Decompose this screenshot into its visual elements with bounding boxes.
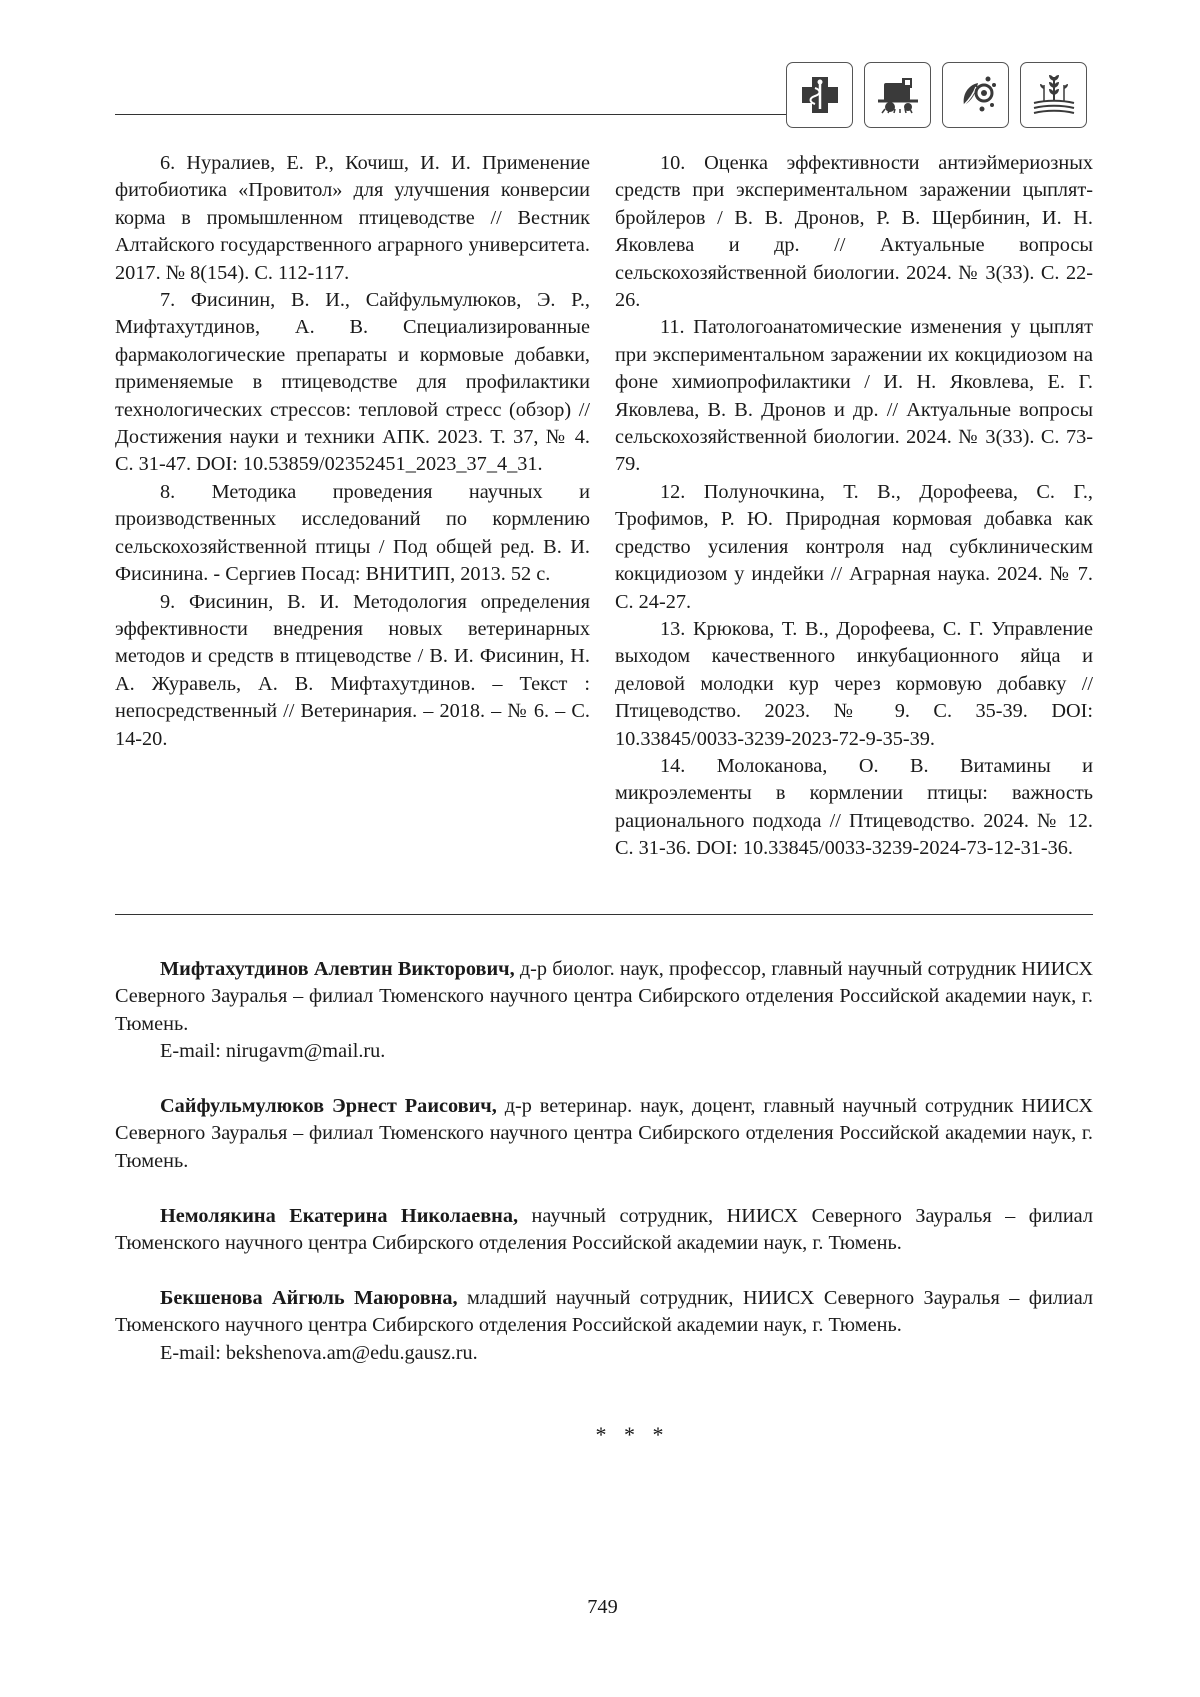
reference-item: 6. Нуралиев, Е. Р., Кочиш, И. И. Применение фитобиотика «Провитол» для улучшения конверсии корма в промышленном птицеводстве // Вестник Алтайского государственного аграрного университета. 2017. № 8(154). С. 112-117. [115, 152, 590, 284]
section-divider [115, 914, 1093, 915]
author-entry [115, 1285, 1093, 1367]
page-number: 749 [587, 1596, 618, 1618]
wheat-field-icon [1020, 62, 1087, 128]
author-details: младший научный сотрудник, НИИСХ Северного Зауралья – филиал Тюменского научного центра Сибирского отделения Российской академии наук, г. Тюмень. [115, 1286, 1093, 1337]
author-info-section [115, 956, 1093, 1394]
author-details: д-р биолог. наук, профессор, главный научный сотрудник НИИСХ Северного Зауралья – филиал Тюменского научного центра Сибирского отделения Российской академии наук, г. Тюмень. [115, 958, 1093, 1035]
author-entry [115, 1203, 1093, 1258]
reference-item: 7. Фисинин, В. И., Сайфульмулюков, Э. Р., Мифтахутдинов, А. В. Специализированные фармакологические препараты и кормовые добавки, применяемые в птицеводстве для профилактики технологических стрессов: тепловой стресс (обзор) // Достижения науки и техники АПК. 2023. Т. 37, № 4. С. 31-47. DOI: 10.53859/02352451_2023_37_4_31. [115, 289, 590, 476]
references-left-column [115, 150, 590, 753]
plant-cells-icon [942, 62, 1009, 128]
references-right-column [615, 150, 1093, 863]
header-icons [786, 62, 1092, 130]
author-details: научный сотрудник, НИИСХ Северного Зауралья – филиал Тюменского научного центра Сибирского отделения Российской академии наук, г. Тюмень. [115, 1204, 1093, 1255]
reference-item: 9. Фисинин, В. И. Методология определения эффективности внедрения новых ветеринарных методов и средств в птицеводстве / В. И. Фисинин, Н. А. Журавель, А. В. Мифтахутдинов. – Текст : непосредственный // Ветеринария. – 2018. – № 6. – С. 14-20. [115, 590, 590, 750]
reference-item: 14. Молоканова, О. В. Витамины и микроэлементы в кормлении птицы: важность рационального подхода // Птицеводство. 2024. № 12. С. 31-36. DOI: 10.33845/0033-3239-2024-73-12-31-36. [615, 754, 1093, 860]
reference-item: 13. Крюкова, Т. В., Дорофеева, С. Г. Управление выходом качественного инкубационного яйца и деловой молодки кур через кормовую добавку // Птицеводство. 2023. № 9. С. 35-39. DOI: 10.33845/0033-3239-2023-72-9-35-39. [615, 617, 1093, 750]
author-name: Мифтахутдинов Алевтин Викторович, [160, 958, 515, 980]
section-separator: * * * [595, 1422, 670, 1447]
author-entry [115, 956, 1093, 1066]
author-name: Бекшенова Айгюль Маюровна, [160, 1286, 458, 1309]
author-email: E-mail: nirugavm@mail.ru. [160, 1040, 386, 1063]
reference-item: 12. Полуночкина, Т. В., Дорофеева, С. Г., Трофимов, Р. Ю. Природная кормовая добавка как средство усиления контроля над субклиническим кокцидиозом у индейки // Аграрная наука. 2024. № 7. С. 24-27. [615, 480, 1093, 613]
reference-item: 11. Патологоанатомические изменения у цыплят при экспериментальном заражении их кокцидиозом на фоне химиопрофилактики / И. Н. Яковлева, Е. Г. Яковлева, В. В. Дронов и др. // Актуальные вопросы сельскохозяйственной биологии. 2024. № 3(33). С. 73-79. [615, 316, 1093, 476]
author-email: E-mail: bekshenova.am@edu.gausz.ru. [160, 1341, 478, 1364]
veterinary-cross-icon [786, 62, 853, 128]
reference-item: 10. Оценка эффективности антиэймериозных средств при экспериментальном заражении цыплят-бройлеров / В. В. Дронов, Р. В. Щербинин, И. Н. Яковлева и др. // Актуальные вопросы сельскохозяйственной биологии. 2024. № 3(33). С. 22-26. [615, 152, 1093, 312]
reference-item: 8. Методика проведения научных и производственных исследований по кормлению сельскохозяйственной птицы / Под общей ред. В. И. Фисинина. - Сергиев Посад: ВНИТИП, 2013. 52 с. [115, 480, 590, 586]
header-rule [115, 114, 797, 115]
author-details: д-р ветеринар. наук, доцент, главный научный сотрудник НИИСХ Северного Зауралья – филиал Тюменского научного центра Сибирского отделения Российской академии наук, г. Тюмень. [115, 1095, 1093, 1172]
combine-harvester-icon [864, 62, 931, 128]
author-name: Немолякина Екатерина Николаевна, [160, 1204, 519, 1227]
author-name: Сайфульмулюков Эрнест Раисович, [160, 1095, 497, 1118]
author-entry [115, 1093, 1093, 1175]
